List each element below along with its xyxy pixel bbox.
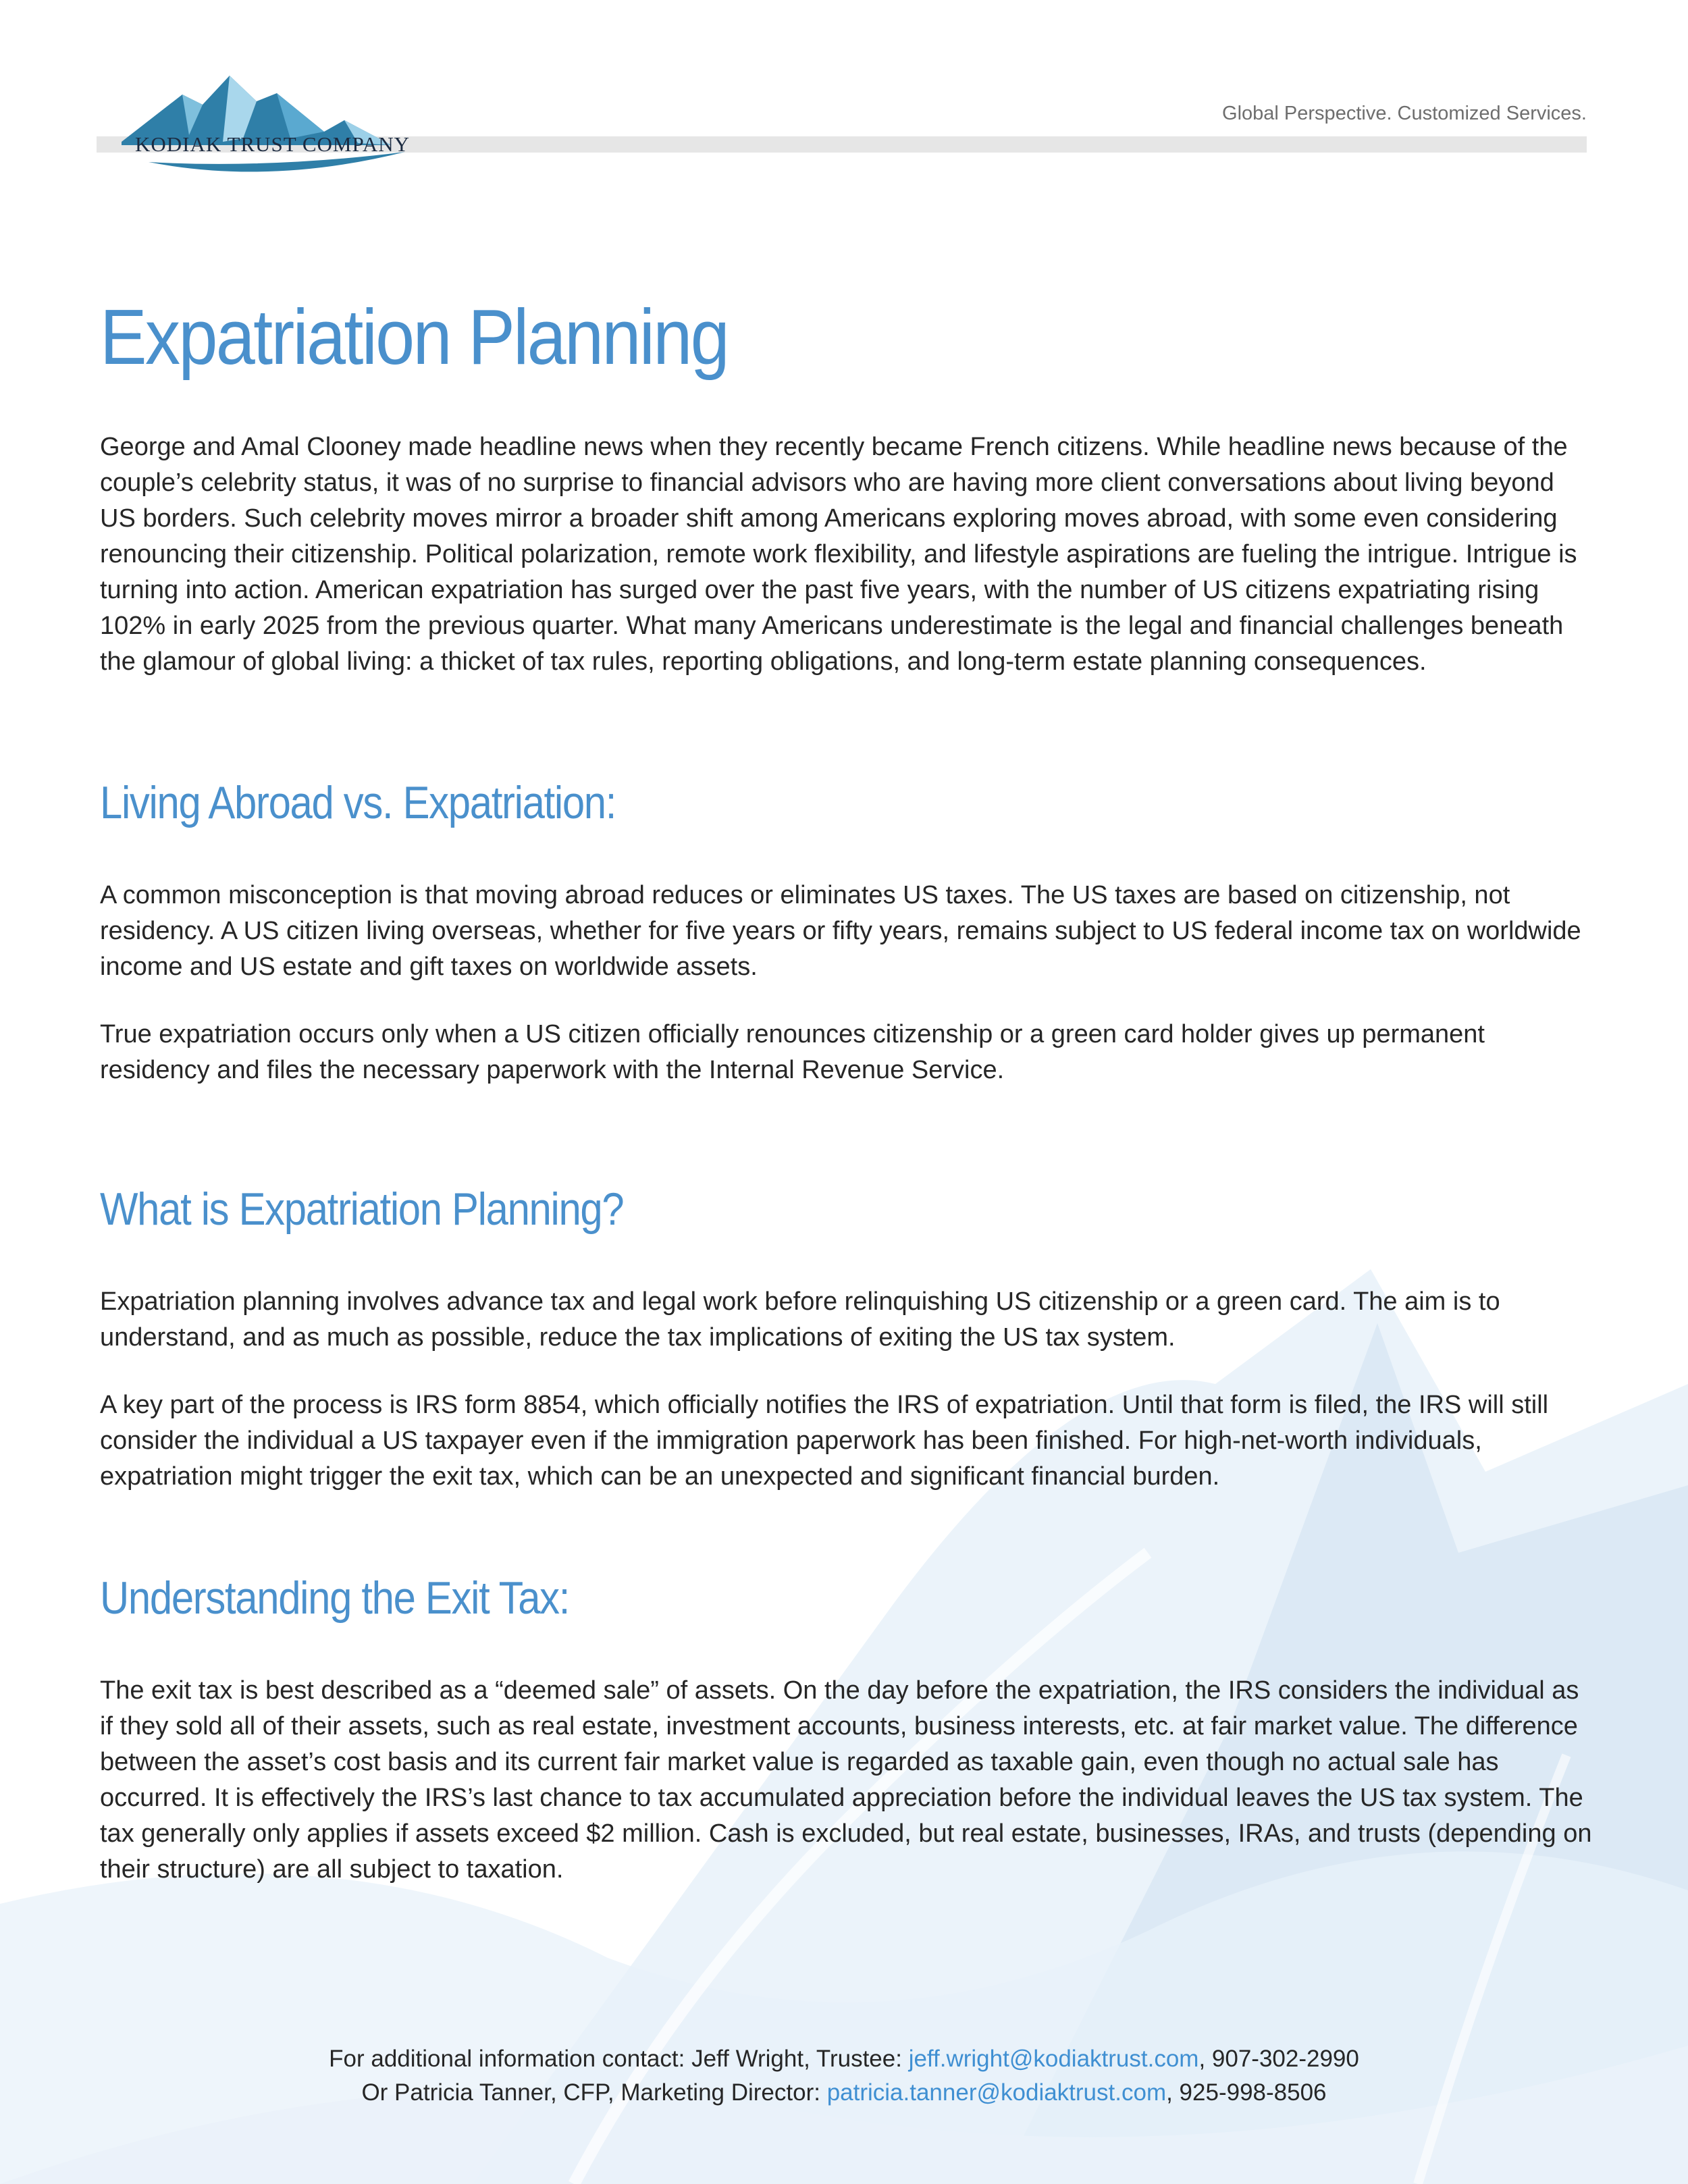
tagline: Global Perspective. Customized Services. (1222, 103, 1587, 124)
contact-block (0, 2042, 1688, 2110)
contact-text: Or Patricia Tanner, CFP, Marketing Director: (361, 2079, 827, 2106)
contact-phone: , 925-998-8506 (1166, 2079, 1327, 2106)
section-paragraph: Expatriation planning involves advance tax and legal work before relinquishing US citizenship or a green card. The aim is to understand, and as much as possible, reduce the tax implications of exiting the US tax system. (100, 1287, 1500, 1352)
email-link-patricia[interactable]: patricia.tanner@kodiaktrust.com (826, 2079, 1167, 2106)
section-paragraph: A common misconception is that moving abroad reduces or eliminates US taxes. The US taxes are based on citizenship, not residency. A US citizen living overseas, whether for five years or fifty years, remains subject to US federal income tax on worldwide income and US estate and gift taxes on worldwide assets. (100, 881, 1581, 981)
section-paragraph: The exit tax is best described as a “deemed sale” of assets. On the day before the expatriation, the IRS considers the individual as if they sold all of their assets, such as real estate, investment accounts, business interests, etc. at fair market value. The difference between the asset’s cost basis and its current fair market value is regarded as taxable gain, even though no actual sale has occurred. It is effectively the IRS’s last chance to tax accumulated appreciation before the individual leaves the US tax system. The tax generally only applies if assets exceed $2 million. Cash is excluded, but real estate, businesses, IRAs, and trusts (depending on their structure) are all subject to taxation. (100, 1676, 1592, 1884)
company-name: KODIAK TRUST COMPANY (135, 132, 411, 156)
section-heading-living-abroad: Living Abroad vs. Expatriation: (100, 777, 616, 828)
intro-paragraph: George and Amal Clooney made headline news when they recently became French citizens. While headline news because of the couple’s celebrity status, it was of no surprise to financial advisors who are having more client conversations about living beyond US borders. Such celebrity moves mirror a broader shift among Americans exploring moves abroad, with some even considering renouncing their citizenship. Political polarization, remote work flexibility, and lifestyle aspirations are fueling the intrigue. Intrigue is turning into action. American expatriation has surged over the past five years, with the number of US citizens expatriating rising 102% in early 2025 from the previous quarter. What many Americans underestimate is the legal and financial challenges beneath the glamour of global living: a thicket of tax rules, reporting obligations, and long-term estate planning consequences. (100, 433, 1577, 676)
contact-phone: , 907-302-2990 (1198, 2046, 1359, 2072)
contact-line-1 (0, 2042, 1688, 2076)
section-heading-exit-tax: Understanding the Exit Tax: (100, 1572, 570, 1624)
page-title: Expatriation Planning (100, 293, 728, 381)
section-paragraph: A key part of the process is IRS form 8854, which officially notifies the IRS of expatriation. Until that form is filed, the IRS will still consider the individual a US taxpayer even if the immigration paperwork has been finished. For high-net-worth individuals, expatriation might trigger the exit tax, which can be an unexpected and significant financial burden. (100, 1391, 1549, 1491)
contact-line-2 (0, 2076, 1688, 2110)
contact-text: For additional information contact: Jeff Wright, Trustee: (329, 2046, 909, 2072)
email-link-jeff[interactable]: jeff.wright@kodiaktrust.com (908, 2046, 1199, 2072)
section-paragraph: True expatriation occurs only when a US citizen officially renounces citizenship or a green card holder gives up permanent residency and files the necessary paperwork with the Internal Revenue Service. (100, 1020, 1485, 1084)
kodiak-mountain-logo-icon (122, 68, 473, 176)
section-heading-expatriation-planning: What is Expatriation Planning? (100, 1183, 624, 1235)
